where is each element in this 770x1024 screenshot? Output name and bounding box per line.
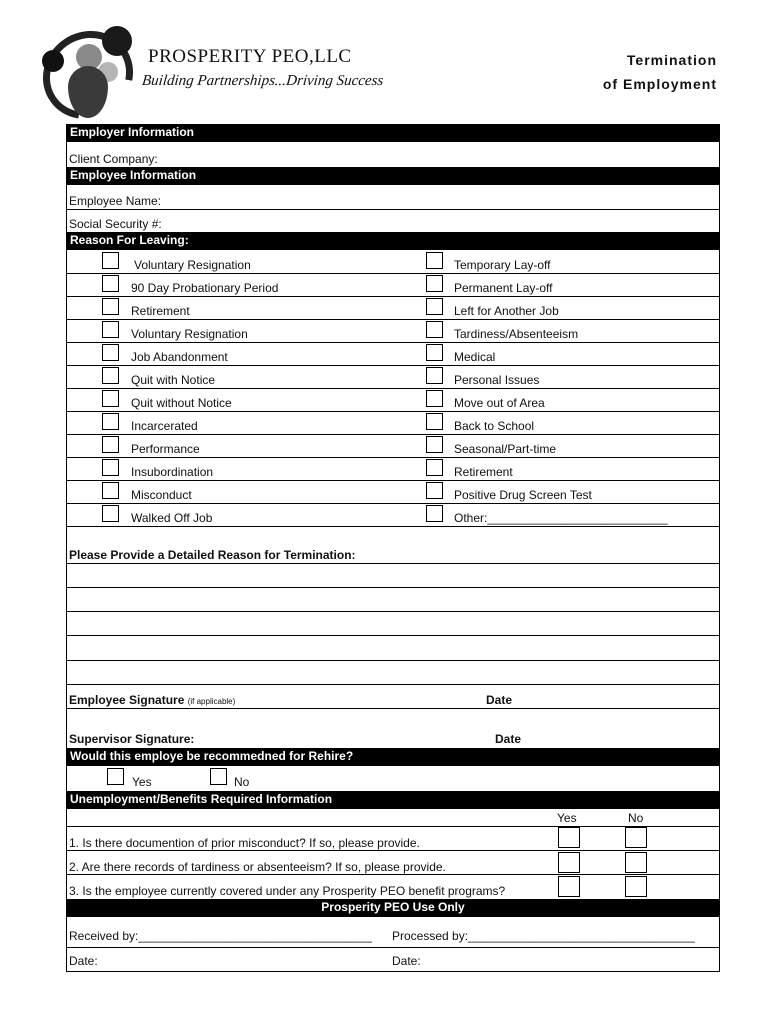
divider: [66, 526, 720, 527]
reason-left-checkbox[interactable]: [102, 298, 119, 315]
form-title-line1: Termination: [626, 52, 717, 68]
reason-row-line: [66, 296, 720, 297]
reason-left-label: Performance: [131, 442, 200, 456]
reason-left-checkbox[interactable]: [102, 459, 119, 476]
reason-left-label: Job Abandonment: [131, 350, 228, 364]
reason-right-label: Temporary Lay-off: [454, 258, 551, 272]
reason-left-checkbox[interactable]: [102, 505, 119, 522]
reason-right-label: Personal Issues: [454, 373, 540, 387]
detail-line-5[interactable]: [66, 660, 720, 661]
reason-left-checkbox[interactable]: [102, 344, 119, 361]
section-reason: Reason For Leaving:: [66, 232, 720, 250]
reason-left-checkbox[interactable]: [102, 275, 119, 292]
reason-left-label: Walked Off Job: [131, 511, 213, 525]
reason-right-checkbox[interactable]: [426, 275, 443, 292]
reason-right-label: Other:___________________________: [454, 511, 668, 525]
divider: [66, 850, 720, 851]
reason-right-checkbox[interactable]: [426, 505, 443, 522]
reason-row-line: [66, 342, 720, 343]
reason-right-checkbox[interactable]: [426, 390, 443, 407]
reason-left-label: Quit with Notice: [131, 373, 216, 387]
q1-yes-checkbox[interactable]: [558, 827, 580, 848]
reason-right-checkbox[interactable]: [426, 367, 443, 384]
reason-row-line: [66, 388, 720, 389]
company-tagline: Building Partnerships...Driving Success: [141, 73, 385, 89]
reason-left-checkbox[interactable]: [102, 390, 119, 407]
reason-row-line: [66, 457, 720, 458]
reason-right-checkbox[interactable]: [426, 436, 443, 453]
reason-right-label: Seasonal/Part-time: [454, 442, 557, 456]
supervisor-date-label[interactable]: Date: [495, 732, 522, 746]
processed-by-field[interactable]: Processed by:__________________________________: [392, 929, 695, 943]
employee-date-label[interactable]: Date: [486, 693, 513, 707]
received-by-field[interactable]: Received by:___________________________________: [69, 929, 372, 943]
reason-left-checkbox[interactable]: [102, 413, 119, 430]
q2-no-checkbox[interactable]: [625, 852, 647, 873]
logo-dot-dark: [102, 26, 132, 56]
client-company-label: Client Company:: [69, 152, 158, 166]
reason-left-checkbox[interactable]: [102, 252, 119, 269]
detail-line-6[interactable]: [66, 684, 720, 685]
reason-right-checkbox[interactable]: [426, 413, 443, 430]
processed-date-label[interactable]: Date:: [392, 954, 421, 968]
reason-left-label: Misconduct: [131, 488, 192, 502]
question-3: 3. Is the employee currently covered under any Prosperity PEO benefit programs?: [69, 884, 506, 898]
form-title-line2: of Employment: [602, 76, 717, 92]
reason-left-label: Retirement: [131, 304, 190, 318]
section-office-use: Prosperity PEO Use Only: [66, 899, 720, 917]
reason-right-label: Move out of Area: [454, 396, 545, 410]
employee-name-label[interactable]: Employee Name:: [69, 194, 162, 208]
rehire-no-label: No: [234, 775, 250, 789]
reason-row-line: [66, 480, 720, 481]
detail-line-3[interactable]: [66, 611, 720, 612]
logo-dot-black: [42, 50, 64, 72]
reason-left-label: Voluntary Resignation: [131, 327, 248, 341]
divider: [66, 826, 720, 827]
reason-right-label: Medical: [454, 350, 496, 364]
employee-signature-note: (if applicable): [187, 697, 236, 706]
reason-left-label: Voluntary Resignation: [134, 258, 251, 272]
detail-line-4[interactable]: [66, 635, 720, 636]
detail-line-2[interactable]: [66, 587, 720, 588]
company-logo: [40, 26, 140, 118]
q1-no-checkbox[interactable]: [625, 827, 647, 848]
divider: [66, 947, 720, 948]
section-unemployment: Unemployment/Benefits Required Information: [66, 791, 720, 809]
reason-right-label: Permanent Lay-off: [454, 281, 553, 295]
reason-left-checkbox[interactable]: [102, 367, 119, 384]
question-2: 2. Are there records of tardiness or absenteeism? If so, please provide.: [69, 860, 446, 874]
divider: [66, 874, 720, 875]
reason-left-label: Incarcerated: [131, 419, 198, 433]
reason-right-checkbox[interactable]: [426, 321, 443, 338]
rehire-no-checkbox[interactable]: [210, 768, 227, 785]
company-name: PROSPERITY PEO,LLC: [148, 46, 352, 67]
reason-left-label: Quit without Notice: [131, 396, 232, 410]
reason-right-checkbox[interactable]: [426, 482, 443, 499]
no-column-header: No: [628, 811, 644, 825]
ssn-label[interactable]: Social Security #:: [69, 217, 162, 231]
employee-signature-text: Employee Signature: [69, 693, 185, 707]
section-employee: Employee Information: [66, 167, 720, 185]
reason-right-label: Left for Another Job: [454, 304, 559, 318]
reason-right-label: Tardiness/Absenteeism: [454, 327, 579, 341]
question-1: 1. Is there documention of prior misconduct? If so, please provide.: [69, 836, 420, 850]
employee-signature-label[interactable]: [69, 693, 235, 707]
rehire-question: Would this employe be recommedned for Rehire?: [66, 748, 720, 766]
rehire-yes-checkbox[interactable]: [107, 768, 124, 785]
reason-right-label: Back to School: [454, 419, 535, 433]
reason-row-line: [66, 365, 720, 366]
received-date-label[interactable]: Date:: [69, 954, 98, 968]
rehire-yes-label: Yes: [132, 775, 152, 789]
detail-reason-label: Please Provide a Detailed Reason for Termination:: [69, 548, 356, 562]
reason-row-line: [66, 273, 720, 274]
divider: [66, 209, 720, 210]
reason-left-checkbox[interactable]: [102, 436, 119, 453]
q2-yes-checkbox[interactable]: [558, 852, 580, 873]
reason-right-checkbox[interactable]: [426, 459, 443, 476]
reason-right-checkbox[interactable]: [426, 298, 443, 315]
yes-column-header: Yes: [557, 811, 577, 825]
detail-line-1[interactable]: [66, 563, 720, 564]
q3-no-checkbox[interactable]: [625, 876, 647, 897]
reason-row-line: [66, 319, 720, 320]
section-employer: Employer Information: [66, 124, 720, 142]
reason-right-checkbox[interactable]: [426, 252, 443, 269]
reason-right-checkbox[interactable]: [426, 344, 443, 361]
q3-yes-checkbox[interactable]: [558, 876, 580, 897]
reason-row-line: [66, 434, 720, 435]
divider: [66, 708, 720, 709]
supervisor-signature-label[interactable]: Supervisor Signature:: [69, 732, 195, 746]
reason-left-checkbox[interactable]: [102, 482, 119, 499]
reason-right-label: Positive Drug Screen Test: [454, 488, 592, 502]
reason-left-label: Insubordination: [131, 465, 214, 479]
reason-row-line: [66, 411, 720, 412]
reason-row-line: [66, 503, 720, 504]
reason-right-label: Retirement: [454, 465, 513, 479]
reason-left-checkbox[interactable]: [102, 321, 119, 338]
reason-left-label: 90 Day Probationary Period: [131, 281, 279, 295]
